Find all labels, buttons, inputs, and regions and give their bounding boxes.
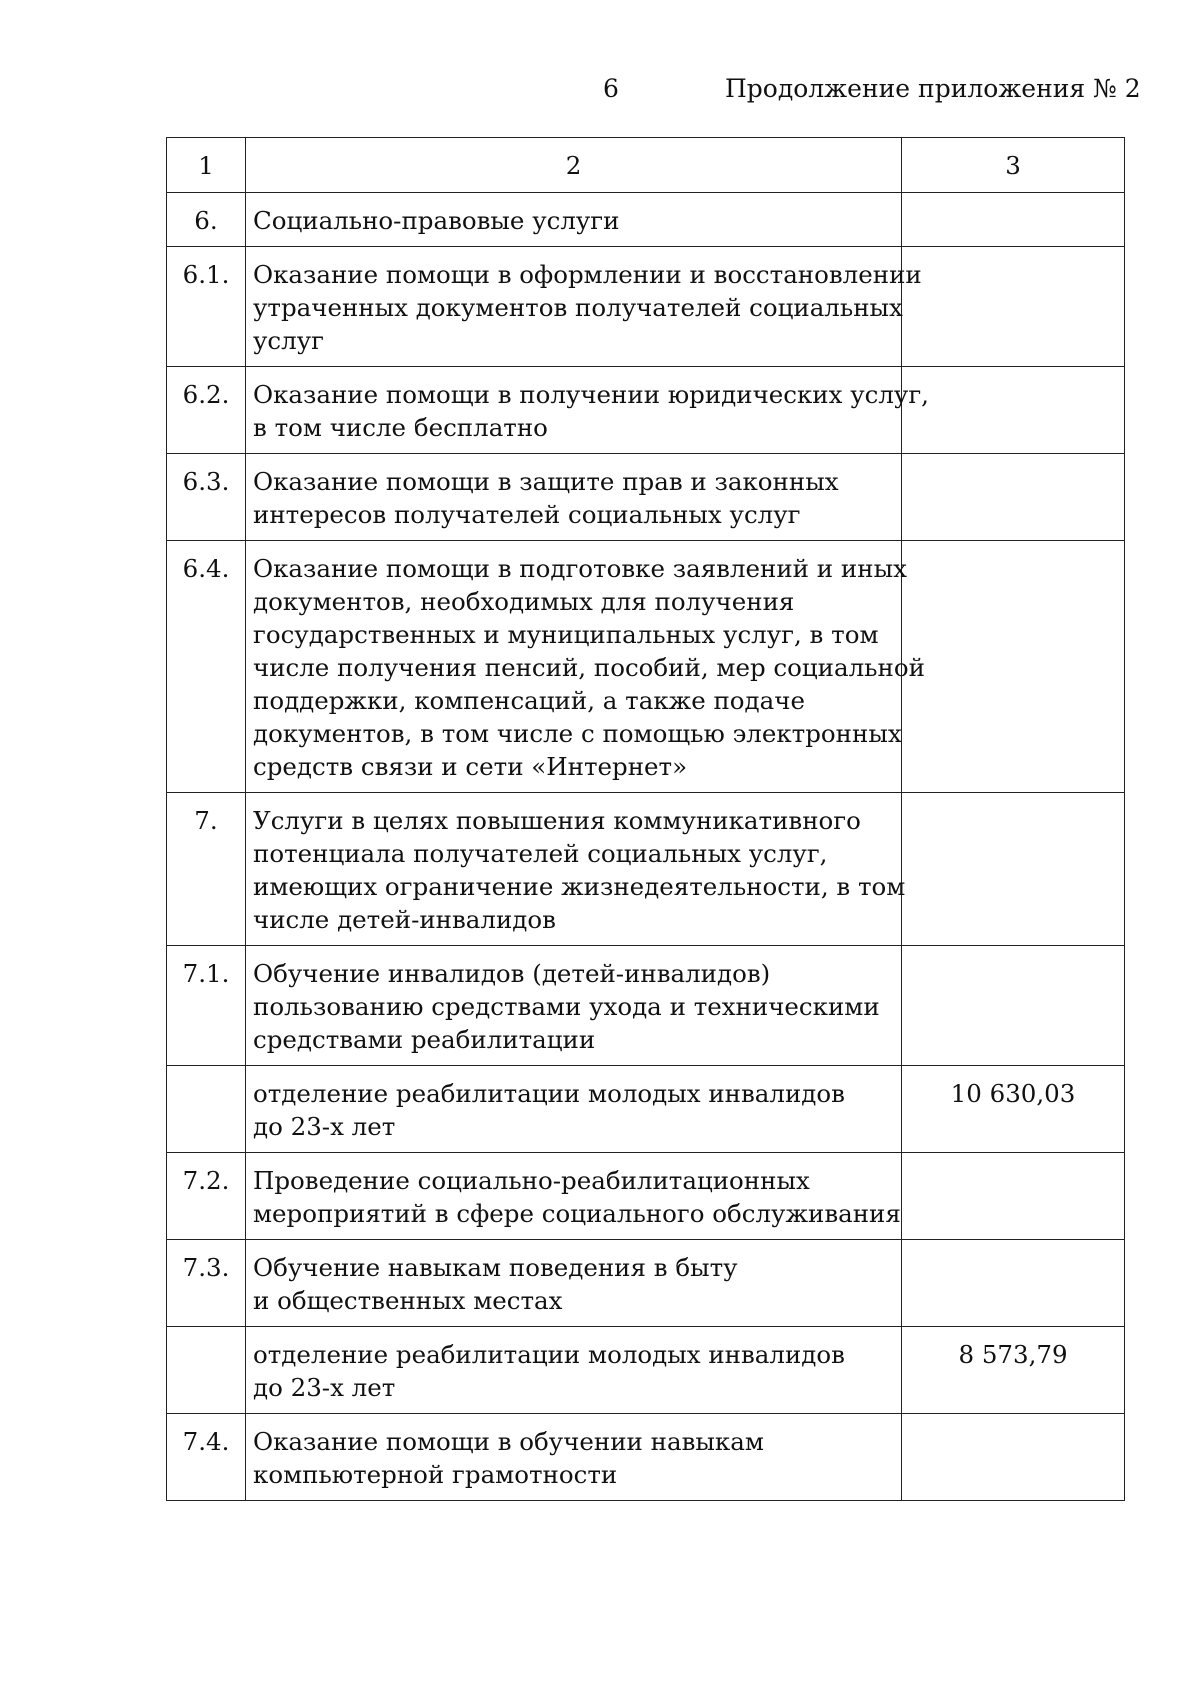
- row-number: 6.3.: [167, 454, 246, 541]
- description-line: Оказание помощи в защите прав и законных: [253, 467, 839, 496]
- description-line: Оказание помощи в подготовке заявлений и иных: [253, 554, 907, 583]
- tariff-value: [902, 193, 1125, 247]
- table-row: [167, 367, 1125, 454]
- tariff-value: [902, 1153, 1125, 1240]
- description-line: отделение реабилитации молодых инвалидов: [253, 1340, 845, 1369]
- table-body: [167, 138, 1125, 1501]
- tariff-value: 8 573,79: [902, 1327, 1125, 1414]
- tariff-value: [902, 541, 1125, 793]
- tariff-value: [902, 247, 1125, 367]
- service-description: [246, 1240, 902, 1327]
- tariff-value: 10 630,03: [902, 1066, 1125, 1153]
- services-table: [166, 137, 1125, 1501]
- table-row: [167, 247, 1125, 367]
- description-line: имеющих ограничение жизнедеятельности, в том: [253, 872, 906, 901]
- row-number: 7.2.: [167, 1153, 246, 1240]
- row-number: 7.: [167, 793, 246, 946]
- description-line: потенциала получателей социальных услуг,: [253, 839, 828, 868]
- description-line: Обучение инвалидов (детей-инвалидов): [253, 959, 771, 988]
- description-line: документов, в том числе с помощью электронных: [253, 719, 902, 748]
- description-line: Обучение навыкам поведения в быту: [253, 1253, 738, 1282]
- tariff-value: [902, 367, 1125, 454]
- row-number: 6.: [167, 193, 246, 247]
- description-line: числе получения пенсий, пособий, мер социальной: [253, 653, 925, 682]
- description-line: в том числе бесплатно: [253, 413, 548, 442]
- table-row: [167, 454, 1125, 541]
- description-line: и общественных местах: [253, 1286, 563, 1315]
- service-description: [246, 946, 902, 1066]
- table-row: [167, 1153, 1125, 1240]
- description-line: компьютерной грамотности: [253, 1460, 618, 1489]
- description-line: интересов получателей социальных услуг: [253, 500, 801, 529]
- description-line: Оказание помощи в оформлении и восстановлении: [253, 260, 922, 289]
- service-description: [246, 454, 902, 541]
- tariff-value: [902, 946, 1125, 1066]
- service-description: [246, 1414, 902, 1501]
- column-header: 2: [246, 138, 902, 193]
- description-line: Оказание помощи в получении юридических услуг,: [253, 380, 929, 409]
- row-number: [167, 1066, 246, 1153]
- service-description: [246, 193, 902, 247]
- row-number: [167, 1327, 246, 1414]
- row-number: 6.1.: [167, 247, 246, 367]
- description-line: до 23-х лет: [253, 1112, 396, 1141]
- column-header: 1: [167, 138, 246, 193]
- description-line: Оказание помощи в обучении навыкам: [253, 1427, 764, 1456]
- service-description: [246, 367, 929, 454]
- description-line: Услуги в целях повышения коммуникативного: [253, 806, 861, 835]
- tariff-value: [902, 1240, 1125, 1327]
- description-line: поддержки, компенсаций, а также подаче: [253, 686, 805, 715]
- row-number: 7.4.: [167, 1414, 246, 1501]
- description-line: числе детей-инвалидов: [253, 905, 556, 934]
- tariff-value: [902, 793, 1125, 946]
- tariff-value: [902, 454, 1125, 541]
- description-line: средств связи и сети «Интернет»: [253, 752, 688, 781]
- description-line: мероприятий в сфере социального обслуживания: [253, 1199, 901, 1228]
- column-header: 3: [902, 138, 1125, 193]
- table-row: [167, 193, 1125, 247]
- service-description: [246, 1066, 902, 1153]
- table-row: [167, 793, 1125, 946]
- row-number: 6.4.: [167, 541, 246, 793]
- description-line: Социально-правовые услуги: [253, 206, 620, 235]
- table-row: [167, 1240, 1125, 1327]
- table-row: [167, 1066, 1125, 1153]
- service-description: [246, 247, 922, 367]
- description-line: государственных и муниципальных услуг, в том: [253, 620, 879, 649]
- description-line: средствами реабилитации: [253, 1025, 596, 1054]
- table-row: [167, 541, 1125, 793]
- row-number: 7.3.: [167, 1240, 246, 1327]
- service-description: [246, 541, 925, 793]
- description-line: документов, необходимых для получения: [253, 587, 795, 616]
- table-row: [167, 1327, 1125, 1414]
- service-description: [246, 1327, 902, 1414]
- row-number: 6.2.: [167, 367, 246, 454]
- service-description: [246, 1153, 902, 1240]
- page-number: 6: [603, 74, 619, 103]
- service-description: [246, 793, 906, 946]
- row-number: 7.1.: [167, 946, 246, 1066]
- table-row: [167, 946, 1125, 1066]
- description-line: пользованию средствами ухода и техническими: [253, 992, 880, 1021]
- continuation-title: Продолжение приложения № 2: [725, 74, 1141, 103]
- tariff-value: [902, 1414, 1125, 1501]
- description-line: Проведение социально-реабилитационных: [253, 1166, 810, 1195]
- description-line: отделение реабилитации молодых инвалидов: [253, 1079, 845, 1108]
- table-row: [167, 1414, 1125, 1501]
- description-line: услуг: [253, 326, 324, 355]
- table-header-row: [167, 138, 1125, 193]
- description-line: до 23-х лет: [253, 1373, 396, 1402]
- description-line: утраченных документов получателей социальных: [253, 293, 903, 322]
